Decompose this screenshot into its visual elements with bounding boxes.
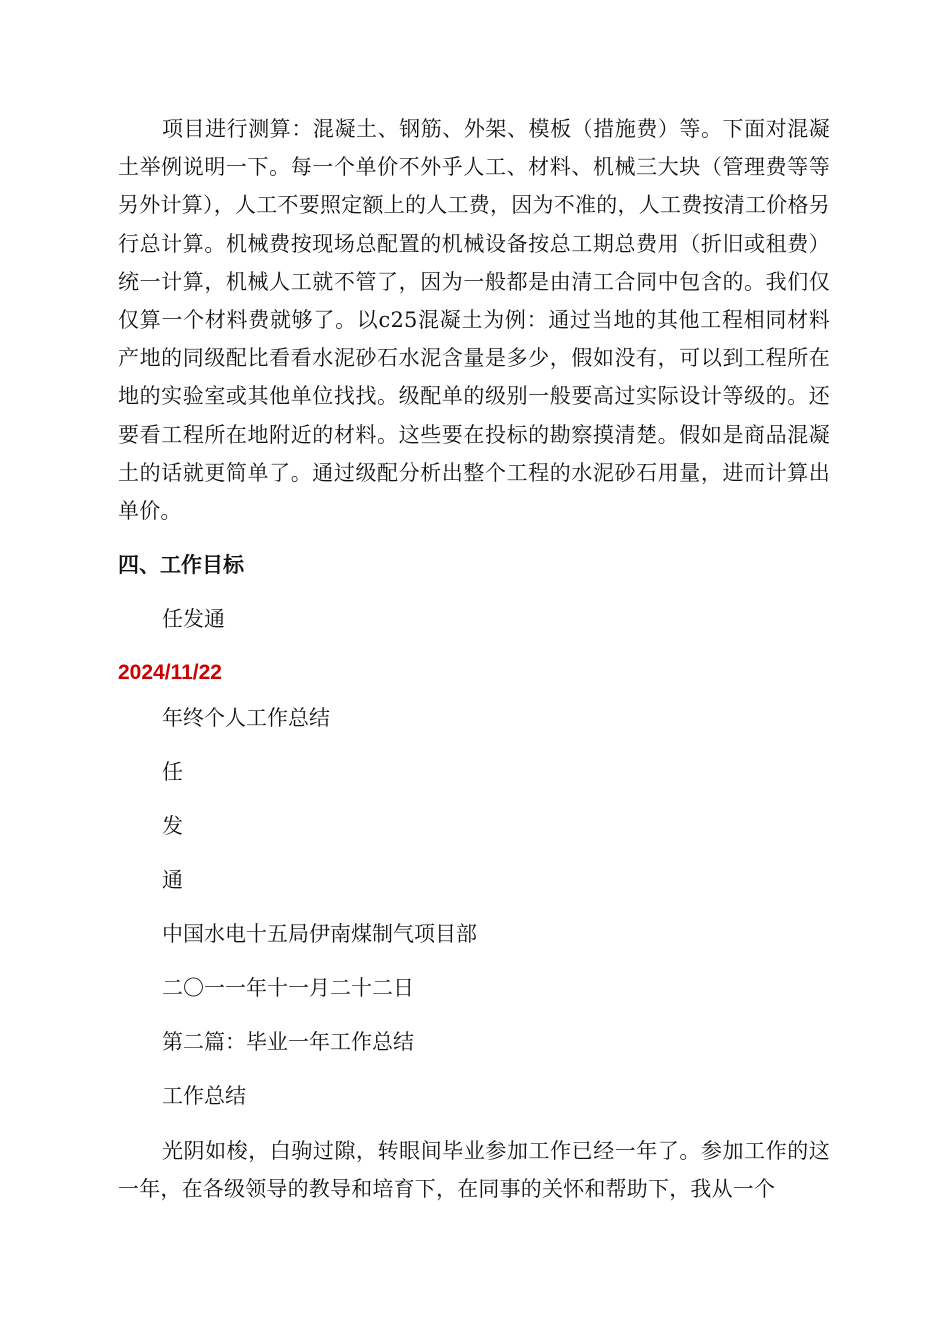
body-paragraph-graduation: 光阴如梭，白驹过隙，转眼间毕业参加工作已经一年了。参加工作的这一年，在各级领导的教导和培育下，在同事的关怀和帮助下，我从一个 (118, 1139, 830, 1202)
chinese-date: 二〇一一年十一月二十二日 (162, 976, 414, 1000)
signature-char-1: 任 (162, 760, 183, 784)
chapter-title: 第二篇：毕业一年工作总结 (162, 1030, 414, 1054)
author-name: 任发通 (162, 607, 225, 631)
organization-name: 中国水电十五局伊南煤制气项目部 (162, 922, 477, 946)
red-date-marker: 2024/11/22 (118, 661, 222, 684)
title-line: 年终个人工作总结 (162, 706, 330, 730)
signature-char-3: 通 (162, 868, 183, 892)
sub-title: 工作总结 (162, 1084, 246, 1108)
section-heading: 四、工作目标 (118, 553, 244, 577)
signature-char-2: 发 (162, 814, 183, 838)
body-paragraph-cost-estimation: 项目进行测算：混凝土、钢筋、外架、模板（措施费）等。下面对混凝土举例说明一下。每一个单价不外乎人工、材料、机械三大块（管理费等等另外计算），人工不要照定额上的人工费，因为不准的，人工费按清工价格另行总计算。机械费按现场总配置的机械设备按总工期总费用（折旧或租费）统一计算，机械人工就不管了，因为一般都是由清工合同中包含的。我们仅仅算一个材料费就够了。以c25混凝土为例：通过当地的其他工程相同材料产地的同级配比看看水泥砂石水泥含量是多少，假如没有，可以到工程所在地的实验室或其他单位找找。级配单的级别一般要高过实际设计等级的。还要看工程所在地附近的材料。这些要在投标的勘察摸清楚。假如是商品混凝土的话就更简单了。通过级配分析出整个工程的水泥砂石用量，进而计算出单价。 (118, 117, 830, 524)
